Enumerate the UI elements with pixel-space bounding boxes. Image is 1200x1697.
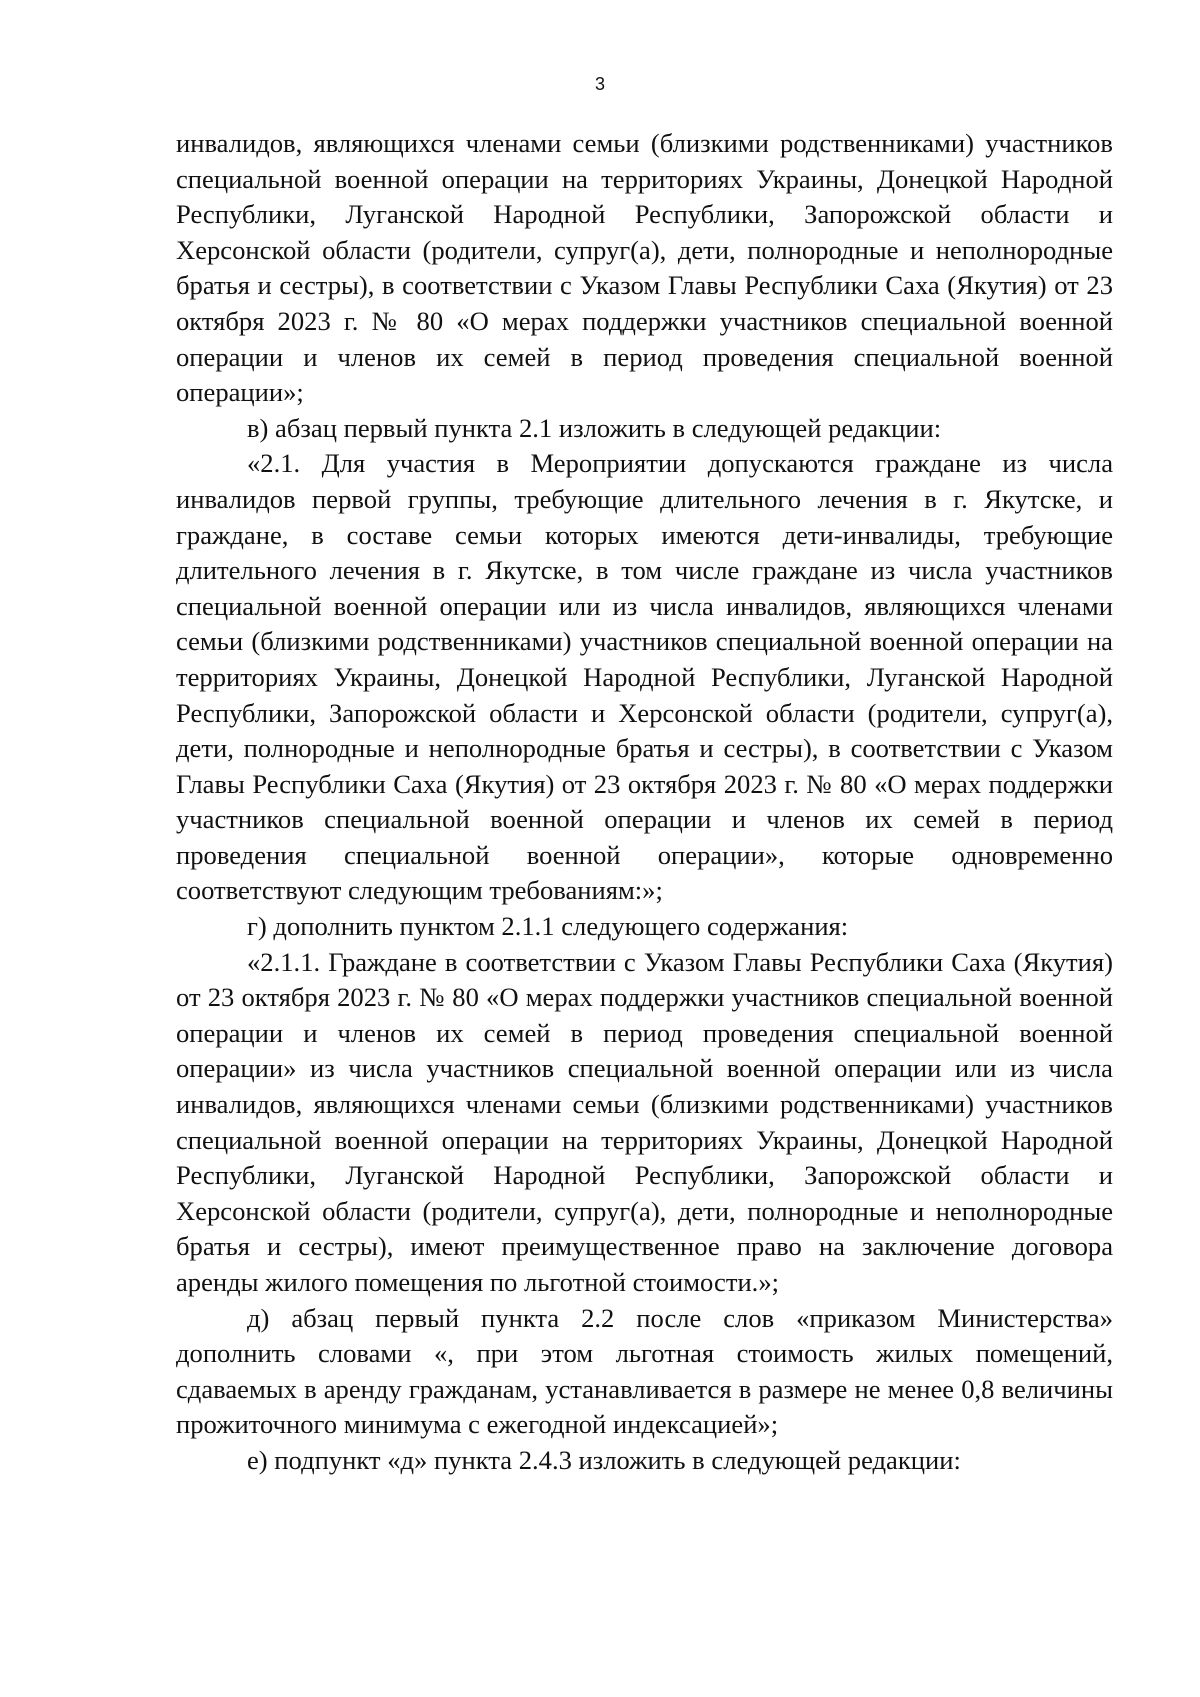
paragraph-item-e: е) подпункт «д» пункта 2.4.3 изложить в следующей редакции: xyxy=(247,1444,961,1475)
paragraph-item-v: в) абзац первый пункта 2.1 изложить в следующей редакции: xyxy=(247,412,942,443)
paragraph-clause-2-1: «2.1. Для участия в Мероприятии допускаются граждане из числа инвалидов первой группы, требующие длительного лечения в г. Якутске, и граждане, в составе семьи которых имеются дети-инвалиды, требующие длительного лечения в г. Якутске, в том числе граждане из числа участников специальной военной операции или из числа инвалидов, являющихся членами семьи (близкими родственниками) участников специальной военной операции на территориях Украины, Донецкой Народной Республики, Луганской Народной Республики, Запорожской области и Херсонской области (родители, супруг(а), дети, полнородные и неполнородные братья и сестры), в соответствии с Указом Главы Республики Саха (Якутия) от 23 октября 2023 г. № 80 «О мерах поддержки участников специальной военной операции и членов их семей в период проведения специальной военной операции», которые одновременно соответствуют следующим требованиям:»; xyxy=(176,448,1113,906)
paragraph-clause-2-1-1: «2.1.1. Граждане в соответствии с Указом Главы Республики Саха (Якутия) от 23 октября 2023 г. № 80 «О мерах поддержки участников специальной военной операции и членов их семей в период проведения специальной военной операции» из числа участников специальной военной операции или из числа инвалидов, являющихся членами семьи (близкими родственниками) участников специальной военной операции на территориях Украины, Донецкой Народной Республики, Луганской Народной Республики, Запорожской области и Херсонской области (родители, супруг(а), дети, полнородные и неполнородные братья и сестры), имеют преимущественное право на заключение договора аренды жилого помещения по льготной стоимости.»; xyxy=(176,946,1113,1297)
document-body xyxy=(176,126,1113,1479)
paragraph-item-g: г) дополнить пунктом 2.1.1 следующего содержания: xyxy=(247,911,849,942)
page-number: 3 xyxy=(594,74,605,94)
paragraph-item-d: д) абзац первый пункта 2.2 после слов «приказом Министерства» дополнить словами «, при этом льготная стоимость жилых помещений, сдаваемых в аренду гражданам, устанавливается в размере не менее 0,8 величины прожиточного минимума с ежегодной индексацией»; xyxy=(176,1302,1113,1440)
paragraph-continuation: инвалидов, являющихся членами семьи (близкими родственниками) участников специальной военной операции на территориях Украины, Донецкой Народной Республики, Луганской Народной Республики, Запорожской области и Херсонской области (родители, супруг(а), дети, полнородные и неполнородные братья и сестры), в соответствии с Указом Главы Республики Саха (Якутия) от 23 октября 2023 г. № 80 «О мерах поддержки участников специальной военной операции и членов их семей в период проведения специальной военной операции»; xyxy=(176,128,1113,408)
